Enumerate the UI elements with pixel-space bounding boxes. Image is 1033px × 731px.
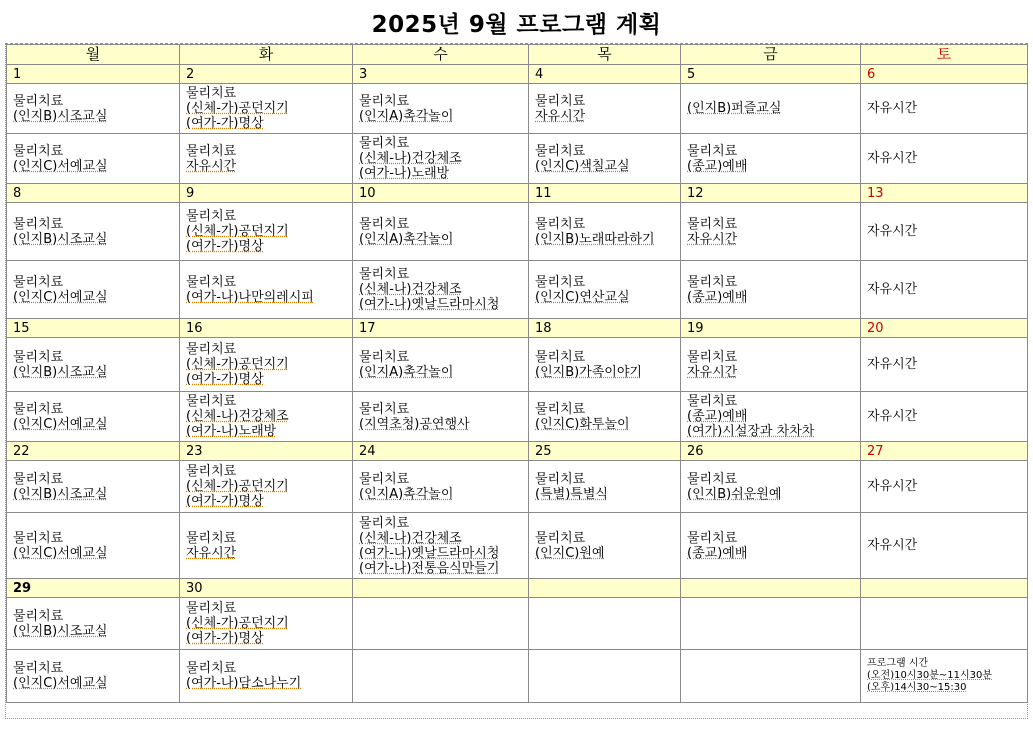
program-item: (여가-가)명상 [186,372,264,387]
program-item: (인지C)서예교실 [13,158,108,174]
program-item: (인지B)가족이야기 [535,364,642,380]
program-item: (여가-가)명상 [186,631,264,646]
program-item: (종교)예배 [687,545,748,561]
program-item: (여가-나)노래방 [359,166,450,181]
program-item: 물리치료 [186,464,237,479]
date-cell: 24 [353,442,529,461]
program-cell [681,598,861,650]
program-item: 자유시간 [867,409,918,424]
program-cell [681,513,861,579]
program-cell [353,338,529,392]
date-row [7,184,1028,203]
program-row [7,338,1028,392]
program-item: (신체-나)건강체조 [186,409,289,424]
program-time-note-pm: (오후)14시30~15:30 [867,682,967,693]
program-item: 물리치료 [13,608,64,624]
program-item: (특별)특별식 [535,486,608,502]
program-item: 물리치료 [359,267,410,282]
program-cell [861,650,1028,703]
date-cell: 20 [861,319,1028,338]
date-cell [529,579,681,598]
program-item: 물리치료 [687,530,738,546]
page-title: 2025년 9월 프로그램 계획 [371,12,662,38]
program-item: 물리치료 [359,93,410,109]
date-cell: 3 [353,65,529,84]
program-item: 물리치료 [359,515,410,531]
program-item: 물리치료 [13,93,64,109]
program-cell [7,203,180,261]
program-item: 자유시간 [867,224,918,239]
program-row [7,513,1028,579]
program-item: 물리치료 [186,394,237,409]
date-cell: 22 [7,442,180,461]
program-item: (인지B)시조교실 [13,486,108,502]
program-cell [180,650,353,703]
program-item: (인지C)서예교실 [13,289,108,305]
program-row [7,598,1028,650]
program-item: 자유시간 [867,538,918,553]
program-cell [7,513,180,579]
date-cell [861,579,1028,598]
program-cell [180,338,353,392]
program-item: 물리치료 [535,216,586,232]
program-item: (인지B)시조교실 [13,108,108,124]
program-cell [7,598,180,650]
program-item: (여가-가)명상 [186,494,264,509]
program-cell [681,261,861,319]
weekday-header: 월 [7,45,180,65]
program-item: (여가-가)명상 [186,239,264,254]
program-cell [180,461,353,513]
program-cell [7,650,180,703]
program-item: 물리치료 [186,209,237,224]
date-cell: 16 [180,319,353,338]
program-item: 물리치료 [535,471,586,487]
program-item: (인지C)서예교실 [13,676,108,691]
program-item: (인지B)노래따라하기 [535,231,655,247]
page-border-bottom [5,718,1028,719]
date-cell: 15 [7,319,180,338]
program-item: 물리치료 [186,86,237,101]
program-item: 물리치료 [687,216,738,232]
date-cell [681,579,861,598]
program-cell [353,261,529,319]
program-item: (여가-나)노래방 [186,424,277,439]
program-row [7,650,1028,703]
weekday-header: 금 [681,45,861,65]
date-cell: 9 [180,184,353,203]
date-cell: 27 [861,442,1028,461]
program-cell [529,203,681,261]
program-cell [861,84,1028,134]
program-item: (신체-가)공던지기 [186,357,289,372]
date-cell: 12 [681,184,861,203]
weekday-header: 목 [529,45,681,65]
date-cell: 1 [7,65,180,84]
program-item: 물리치료 [359,216,410,232]
program-cell [681,134,861,184]
program-item: 물리치료 [13,530,64,546]
program-item: (여가-가)명상 [186,116,264,131]
schedule-table [6,44,1028,703]
program-row [7,261,1028,319]
program-item: 물리치료 [186,530,237,546]
program-item: 물리치료 [13,401,64,417]
program-item: 물리치료 [359,136,410,151]
program-item: 자유시간 [867,101,918,116]
program-row [7,203,1028,261]
program-cell [681,650,861,703]
program-cell [529,338,681,392]
program-cell [529,392,681,442]
weekday-header: 화 [180,45,353,65]
program-item: (신체-나)건강체조 [359,151,462,166]
program-cell [180,392,353,442]
program-item: (인지C)연산교실 [535,289,630,305]
program-cell [353,134,529,184]
program-item: (신체-가)공던지기 [186,479,289,494]
date-cell: 29 [7,579,180,598]
program-cell [861,134,1028,184]
program-item: 물리치료 [13,216,64,232]
program-item: (여가-나)담소나누기 [186,676,302,691]
program-cell [529,513,681,579]
program-item: 물리치료 [535,274,586,290]
program-cell [353,203,529,261]
program-cell [7,84,180,134]
program-item: 자유시간 [186,158,237,174]
date-cell: 2 [180,65,353,84]
program-cell [861,513,1028,579]
program-cell [180,261,353,319]
program-item: 물리치료 [687,143,738,159]
program-cell [861,203,1028,261]
program-item: (인지B)시조교실 [13,623,108,639]
program-item: (여가-나)나만의레시피 [186,289,314,305]
program-cell [529,261,681,319]
program-cell [7,134,180,184]
program-cell [681,392,861,442]
date-cell: 5 [681,65,861,84]
program-cell [180,134,353,184]
program-item: 물리치료 [186,661,237,676]
program-cell [7,338,180,392]
program-item: (인지C)서예교실 [13,545,108,561]
date-cell: 17 [353,319,529,338]
date-row [7,319,1028,338]
program-item: 물리치료 [687,471,738,487]
date-cell: 13 [861,184,1028,203]
program-cell [529,84,681,134]
program-cell [353,598,529,650]
program-row [7,392,1028,442]
program-item: (인지A)촉각놀이 [359,108,454,124]
program-cell [861,392,1028,442]
date-row [7,442,1028,461]
program-cell [681,461,861,513]
program-item: 물리치료 [13,349,64,365]
program-item: (종교)예배 [687,289,748,305]
program-item: (인지B)쉬운원예 [687,486,782,502]
date-cell: 8 [7,184,180,203]
weekday-header: 수 [353,45,529,65]
program-item: (인지B)시조교실 [13,231,108,247]
date-cell: 23 [180,442,353,461]
program-cell [353,84,529,134]
program-cell [7,461,180,513]
program-item: (여가-나)옛날드라마시청 [359,297,500,312]
program-item: 물리치료 [186,342,237,357]
program-item: 물리치료 [535,401,586,417]
program-item: 자유시간 [535,108,586,124]
program-cell [353,392,529,442]
date-cell: 11 [529,184,681,203]
program-item: (지역초청)공연행사 [359,416,470,432]
program-cell [180,513,353,579]
date-row [7,65,1028,84]
program-item: (신체-가)공던지기 [186,616,289,631]
program-item: (인지C)원예 [535,545,605,561]
program-item: 자유시간 [867,151,918,166]
weekday-header-row [7,45,1028,65]
date-cell: 4 [529,65,681,84]
program-item: 물리치료 [359,349,410,365]
date-row [7,579,1028,598]
program-row [7,84,1028,134]
program-item: 자유시간 [867,479,918,494]
program-item: 물리치료 [13,274,64,290]
program-item: (인지C)서예교실 [13,416,108,432]
program-item: (인지A)촉각놀이 [359,231,454,247]
program-cell [180,84,353,134]
program-cell [353,461,529,513]
program-item: (인지C)색칠교실 [535,158,630,174]
program-time-note-title: 프로그램 시간 [867,658,929,669]
program-item: (여가)시설장과 차차차 [687,424,815,439]
date-cell: 30 [180,579,353,598]
date-cell: 26 [681,442,861,461]
program-cell [7,261,180,319]
program-item: 물리치료 [186,274,237,290]
program-item: (인지A)촉각놀이 [359,486,454,502]
date-cell: 25 [529,442,681,461]
program-item: 물리치료 [13,143,64,159]
program-item: (신체-가)공던지기 [186,101,289,116]
program-item: 물리치료 [535,530,586,546]
date-cell: 10 [353,184,529,203]
program-item: (신체-나)건강체조 [359,530,462,546]
program-row [7,461,1028,513]
program-item: 물리치료 [535,349,586,365]
program-item: 자유시간 [867,357,918,372]
program-item: 물리치료 [359,471,410,487]
program-item: 물리치료 [687,349,738,365]
program-cell [180,203,353,261]
weekday-header: 토 [861,45,1028,65]
program-cell [529,134,681,184]
date-cell: 18 [529,319,681,338]
program-item: (인지B)시조교실 [13,364,108,380]
program-item: 물리치료 [535,143,586,159]
program-cell [681,84,861,134]
program-item: 물리치료 [186,601,237,616]
program-cell [180,598,353,650]
date-cell: 19 [681,319,861,338]
date-cell [353,579,529,598]
program-item: 물리치료 [186,143,237,159]
program-item: 자유시간 [687,364,738,380]
program-cell [861,598,1028,650]
program-cell [353,650,529,703]
program-cell [861,338,1028,392]
program-item: (여가-나)옛날드라마시청 [359,545,500,561]
program-cell [529,598,681,650]
program-cell [529,461,681,513]
program-row [7,134,1028,184]
program-item: (인지A)촉각놀이 [359,364,454,380]
program-item: 물리치료 [359,401,410,417]
program-item: (종교)예배 [687,409,748,424]
program-cell [529,650,681,703]
program-item: 자유시간 [867,282,918,297]
program-item: (인지C)화투놀이 [535,416,630,432]
program-item: 물리치료 [687,394,738,409]
program-item: (종교)예배 [687,158,748,174]
program-item: 물리치료 [13,661,64,676]
program-cell [353,513,529,579]
program-cell [681,203,861,261]
program-item: 물리치료 [687,274,738,290]
program-cell [7,392,180,442]
program-time-note-am: (오전)10시30분~11시30분 [867,670,993,681]
program-item: (여가-나)전통음식만들기 [359,560,500,576]
program-cell [861,261,1028,319]
program-item: 자유시간 [186,545,237,561]
program-cell [681,338,861,392]
date-cell: 6 [861,65,1028,84]
program-item: 물리치료 [13,471,64,487]
program-item: (신체-가)공던지기 [186,224,289,239]
program-item: 물리치료 [535,93,586,109]
program-item: (신체-나)건강체조 [359,282,462,297]
program-cell [861,461,1028,513]
program-item: 자유시간 [687,231,738,247]
program-item: (인지B)퍼즐교실 [687,101,782,116]
